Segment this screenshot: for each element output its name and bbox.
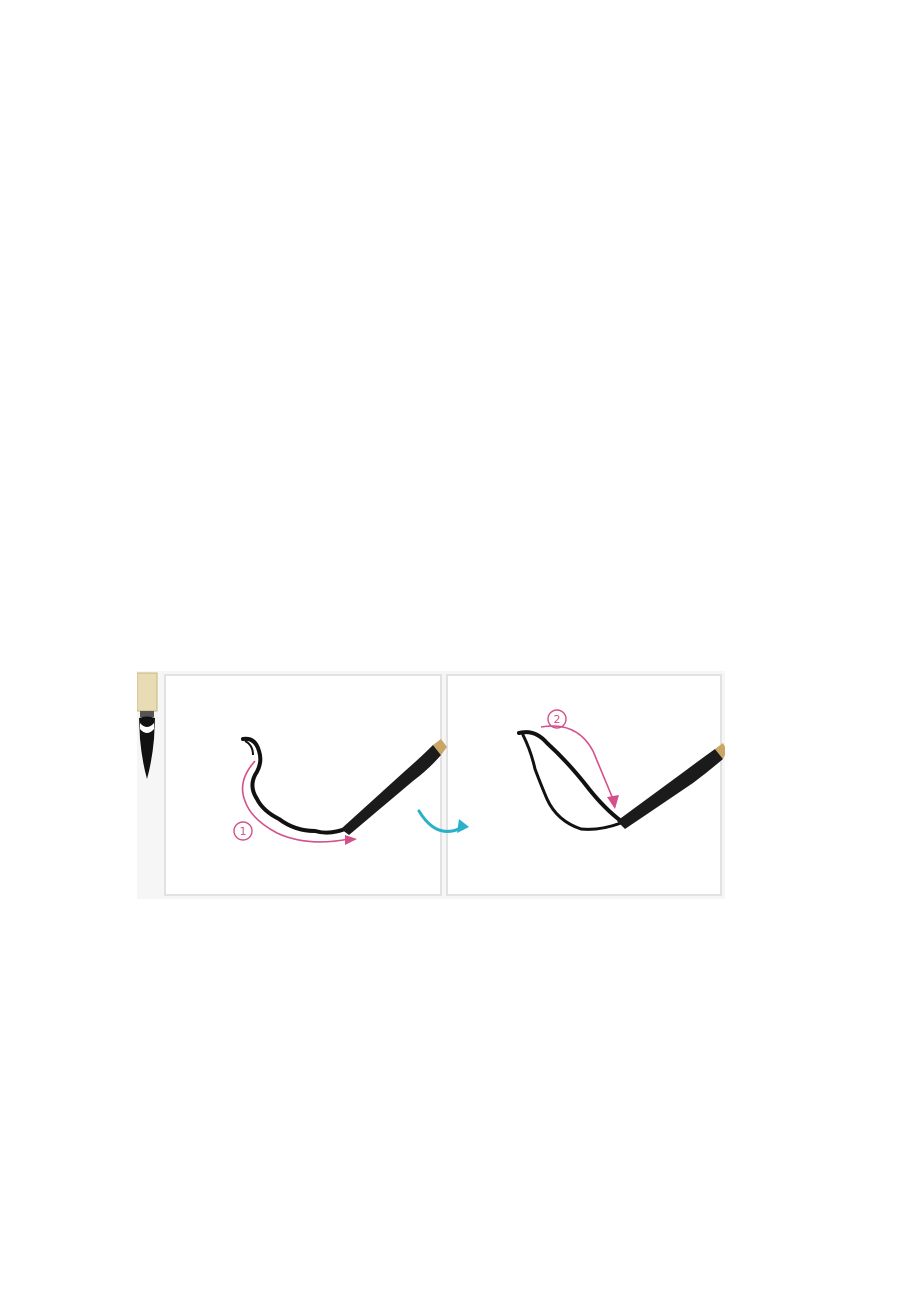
step-marker-1: 1	[239, 825, 247, 838]
tutorial-figure	[137, 671, 725, 899]
step-marker-2: 2	[553, 713, 561, 726]
